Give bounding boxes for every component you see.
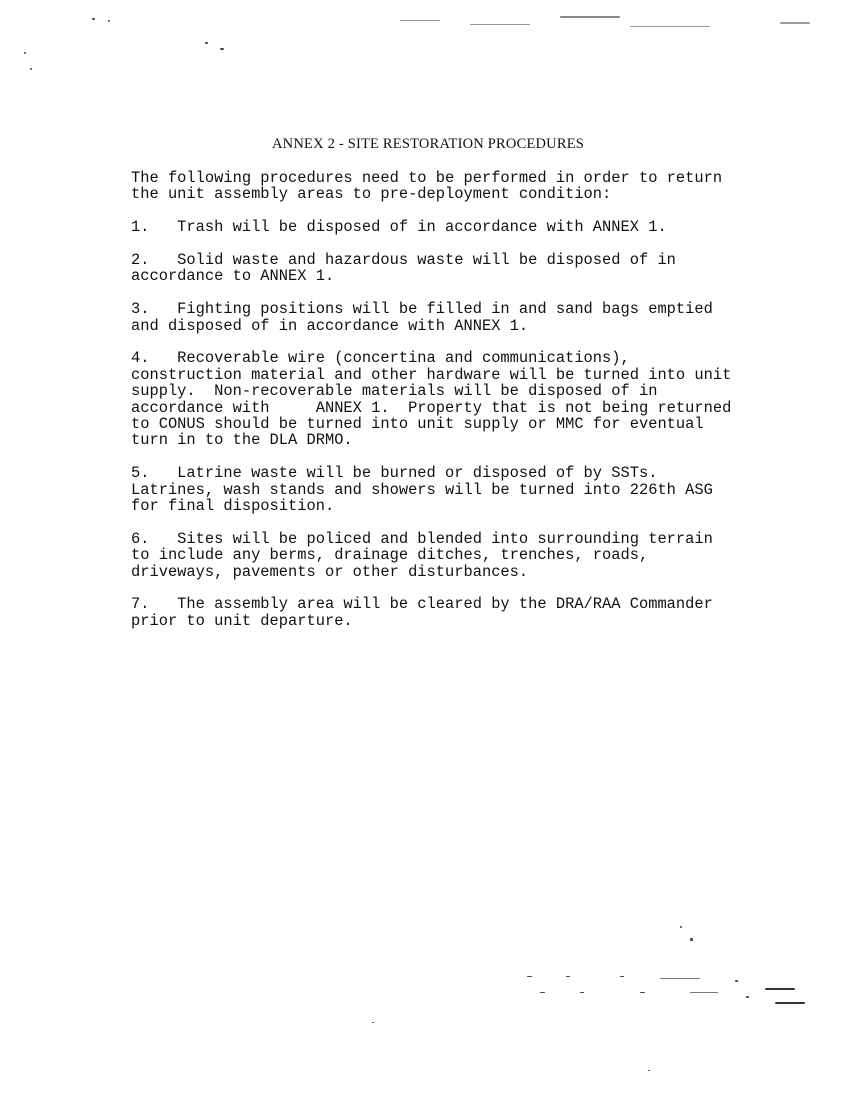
document-body bbox=[131, 170, 791, 646]
procedure-item-1: 1. Trash will be disposed of in accordance with ANNEX 1. bbox=[131, 218, 667, 237]
intro-paragraph: The following procedures need to be performed in order to return the unit assembly areas to pre-deployment condition: bbox=[131, 169, 723, 204]
procedure-item-6: 6. Sites will be policed and blended into surrounding terrain to include any berms, drainage ditches, trenches, roads, driveways, pavements or other disturbances. bbox=[131, 529, 713, 581]
procedure-item-4: 4. Recoverable wire (concertina and communications), construction material and other hardware will be turned into unit supply. Non-recoverable materials will be disposed of in accordance with ANNEX 1. Property that is not being returned to CONUS should be turned into unit supply or MMC for eventual turn in to the DLA DRMO. bbox=[131, 349, 732, 450]
procedure-item-7: 7. The assembly area will be cleared by the DRA/RAA Commander prior to unit departure. bbox=[131, 595, 713, 630]
procedure-item-5: 5. Latrine waste will be burned or disposed of by SSTs. Latrines, wash stands and showers will be turned into 226th ASG for final disposition. bbox=[131, 464, 713, 516]
page-title: ANNEX 2 - SITE RESTORATION PROCEDURES bbox=[272, 136, 585, 152]
procedure-item-3: 3. Fighting positions will be filled in and sand bags emptied and disposed of in accordance with ANNEX 1. bbox=[131, 300, 713, 335]
procedure-item-2: 2. Solid waste and hazardous waste will be disposed of in accordance to ANNEX 1. bbox=[131, 251, 676, 286]
